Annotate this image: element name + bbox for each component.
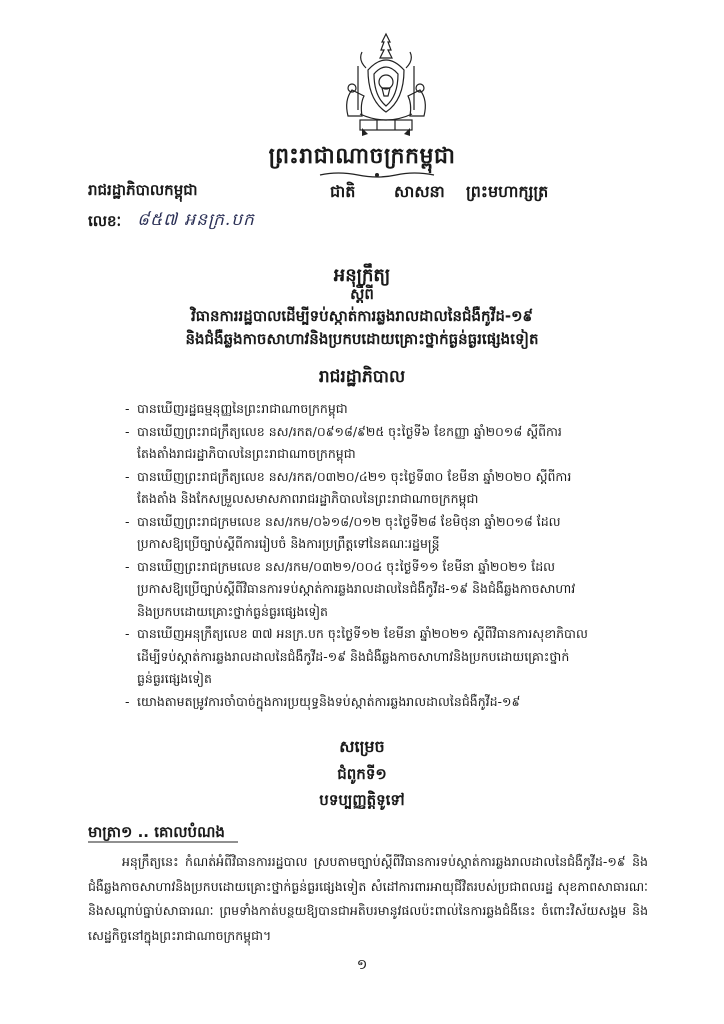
article-body-text: អនុក្រឹត្យនេះ កំណត់អំពីវិធានការរដ្ឋបាល ស្របតាមច្បាប់ស្តីពីវិធានការទប់ស្កាត់ការឆ្លងរាលដាលនៃជំងឺកូវីដ-១៩ និងជំងឺឆ្លងកាចសាហាវនិងប្រកបដោយគ្រោះថ្នាក់ធ្ងន់ធ្ងរផ្សេងទៀត សំដៅការពារអាយុជីវិតរបស់ប្រជាពលរដ្ឋ សុខភាពសាធារណៈ និងសណ្តាប់ធ្នាប់សាធារណៈ ព្រមទាំងកាត់បន្ថយឱ្យបានជាអតិបរមានូវផលប៉ះពាល់នៃការឆ្លងជំងឺនេះ ចំពោះវិស័យសង្គម និងសេដ្ឋកិច្ចនៅក្នុងព្រះរាជាណាចក្រកម្ពុជា។ xyxy=(88,854,648,943)
motto-king: ព្រះមហាក្សត្រ xyxy=(466,182,549,201)
preamble-item-continuation: ប្រកាសឱ្យប្រើច្បាប់ស្តីពីវិធានការទប់ស្កាត់ការឆ្លងរាលដាលនៃជំងឺកូវីដ-១៩ និងជំងឺឆ្លងកាចសាហាវ xyxy=(137,581,576,596)
chapter-number: ជំពូកទី១ xyxy=(337,765,387,783)
royal-coat-of-arms-icon xyxy=(338,30,434,140)
article-heading: មាត្រា១ .. គោលបំណង xyxy=(88,823,225,841)
preamble-item-text: បានឃើញព្រះរាជក្រមលេខ នស/រកម/០៣២១/០០៤ ចុះថ្ងៃទី១១ ខែមីនា ឆ្នាំ២០២១ ដែល xyxy=(137,558,556,574)
preamble-item-continuation: ដើម្បីទប់ស្កាត់ការឆ្លងរាលដាលនៃជំងឺកូវីដ-១៩ និងជំងឺឆ្លងកាចសាហាវនិងប្រកបដោយគ្រោះថ្នាក់ xyxy=(137,648,570,664)
preamble-item-continuation: តែងតាំងរាជរដ្ឋាភិបាលនៃព្រះរាជាណាចក្រកម្ពុជា xyxy=(137,446,356,461)
preamble-item-text: បានឃើញព្រះរាជក្រមលេខ នស/រកម/០៦១៨/០១២ ចុះថ្ងៃទី២៨ ខែមិថុនា ឆ្នាំ២០១៨ ដែល xyxy=(137,513,561,529)
preamble-item-continuation: តែងតាំង និងកែសម្រួលសមាសភាពរាជរដ្ឋាភិបាលនៃព្រះរាជាណាចក្រកម្ពុជា xyxy=(137,491,479,506)
document-type: អនុក្រឹត្យ xyxy=(333,265,391,286)
ornamental-divider xyxy=(318,170,436,180)
document-title-line-1: វិធានការរដ្ឋបាលដើម្បីទប់ស្កាត់ការឆ្លងរាលដាលនៃជំងឺកូវីដ-១៩ xyxy=(190,307,534,325)
preamble-item-text: បានឃើញរដ្ឋធម្មនុញ្ញនៃព្រះរាជាណាចក្រកម្ពុជា xyxy=(137,401,348,416)
chapter-title: បទប្បញ្ញត្តិទូទៅ xyxy=(319,791,405,809)
preamble-item-continuation: ប្រកាសឱ្យប្រើច្បាប់ស្តីពីការរៀបចំ និងការប្រព្រឹត្តទៅនៃគណៈរដ្ឋមន្ត្រី xyxy=(137,536,440,551)
preamble-item: - បានឃើញអនុក្រឹត្យលេខ ៣៧ អនក្រ.បក ចុះថ្ងៃទី១២ ខែមីនា ឆ្នាំ២០២១ ស្តីពីវិធានការសុខាភិបាល ដើម្បីទប់ស្កាត់ការឆ្លងរាលដាលនៃជំងឺកូវីដ-១៩ និងជំងឺឆ្លងកាចសាហាវនិងប្រកបដោយគ្រោះថ្នាក់ ធ្ងន់ធ្ងរផ្សេងទៀត xyxy=(125,623,655,691)
decision-heading: សម្រេច xyxy=(339,737,385,756)
preamble-item-continuation: និងប្រកបដោយគ្រោះថ្នាក់ធ្ងន់ធ្ងរផ្សេងទៀត xyxy=(137,603,328,619)
preamble-list xyxy=(125,398,655,713)
document-title-line-2: និងជំងឺឆ្លងកាចសាហាវនិងប្រកបដោយគ្រោះថ្នាក់ធ្ងន់ធ្ងរផ្សេងទៀត xyxy=(185,330,539,348)
preamble-item: - បានឃើញព្រះរាជក្រឹត្យលេខ នស/រកត/០៩១៨/៩២៥ ចុះថ្ងៃទី៦ ខែកញ្ញា ឆ្នាំ២០១៨ ស្តីពីការ តែងតាំងរាជរដ្ឋាភិបាលនៃព្រះរាជាណាចក្រកម្ពុជា xyxy=(125,421,655,466)
preamble-item: - បានឃើញព្រះរាជក្រមលេខ នស/រកម/០៣២១/០០៤ ចុះថ្ងៃទី១១ ខែមីនា ឆ្នាំ២០២១ ដែល ប្រកាសឱ្យប្រើច្បាប់ស្តីពីវិធានការទប់ស្កាត់ការឆ្លងរាលដាលនៃជំងឺកូវីដ-១៩ និងជំងឺឆ្លងកាចសាហាវ និងប្រកបដោយគ្រោះថ្នាក់ធ្ងន់ធ្ងរផ្សេងទៀត xyxy=(125,556,655,624)
preamble-item: - បានឃើញរដ្ឋធម្មនុញ្ញនៃព្រះរាជាណាចក្រកម្ពុជា xyxy=(125,401,348,416)
preamble-item-text: យោងតាមតម្រូវការចាំបាច់ក្នុងការប្រយុទ្ធនិងទប់ស្កាត់ការឆ្លងរាលដាលនៃជំងឺកូវីដ-១៩ xyxy=(137,693,521,709)
preamble-item-continuation: ធ្ងន់ធ្ងរផ្សេងទៀត xyxy=(137,671,212,686)
preamble-item: - បានឃើញព្រះរាជក្រមលេខ នស/រកម/០៦១៨/០១២ ចុះថ្ងៃទី២៨ ខែមិថុនា ឆ្នាំ២០១៨ ដែល ប្រកាសឱ្យប្រើច្បាប់ស្តីពីការរៀបចំ និងការប្រព្រឹត្តទៅនៃគណៈរដ្ឋមន្ត្រី xyxy=(125,511,655,556)
kingdom-heading: ព្រះរាជាណាចក្រកម្ពុជា xyxy=(268,143,456,169)
document-about: ស្តីពី xyxy=(350,285,374,303)
article-underline xyxy=(88,840,238,844)
preamble-item-text: បានឃើញអនុក្រឹត្យលេខ ៣៧ អនក្រ.បក ចុះថ្ងៃទី១២ ខែមីនា ឆ្នាំ២០២១ ស្តីពីវិធានការសុខាភិបាល xyxy=(137,626,588,641)
motto-religion: សាសនា xyxy=(394,182,445,201)
preamble-item-text: បានឃើញព្រះរាជក្រឹត្យលេខ នស/រកត/០៩១៨/៩២៥ ចុះថ្ងៃទី៦ ខែកញ្ញា ឆ្នាំ២០១៨ ស្តីពីការ xyxy=(137,423,562,439)
preamble-item: - បានឃើញព្រះរាជក្រឹត្យលេខ នស/រកត/០៣២០/៤២១ ចុះថ្ងៃទី៣០ ខែមីនា ឆ្នាំ២០២០ ស្តីពីការ តែងតាំង និងកែសម្រួលសមាសភាពរាជរដ្ឋាភិបាលនៃព្រះរាជាណាចក្រកម្ពុជា xyxy=(125,466,655,511)
reference-number: ៨៥៧ អនក្រ.បក xyxy=(137,210,255,230)
reference-label: លេខៈ xyxy=(88,212,122,230)
page-number: ១ xyxy=(356,957,368,973)
government-heading: រាជរដ្ឋាភិបាល xyxy=(318,367,406,387)
preamble-item: - យោងតាមតម្រូវការចាំបាច់ក្នុងការប្រយុទ្ធនិងទប់ស្កាត់ការឆ្លងរាលដាលនៃជំងឺកូវីដ-១៩ xyxy=(125,693,521,709)
preamble-item-text: បានឃើញព្រះរាជក្រឹត្យលេខ នស/រកត/០៣២០/៤២១ ចុះថ្ងៃទី៣០ ខែមីនា ឆ្នាំ២០២០ ស្តីពីការ xyxy=(137,468,572,484)
motto-nation: ជាតិ xyxy=(330,182,356,201)
article-body xyxy=(88,850,648,948)
government-name: រាជរដ្ឋាភិបាលកម្ពុជា xyxy=(88,181,198,199)
